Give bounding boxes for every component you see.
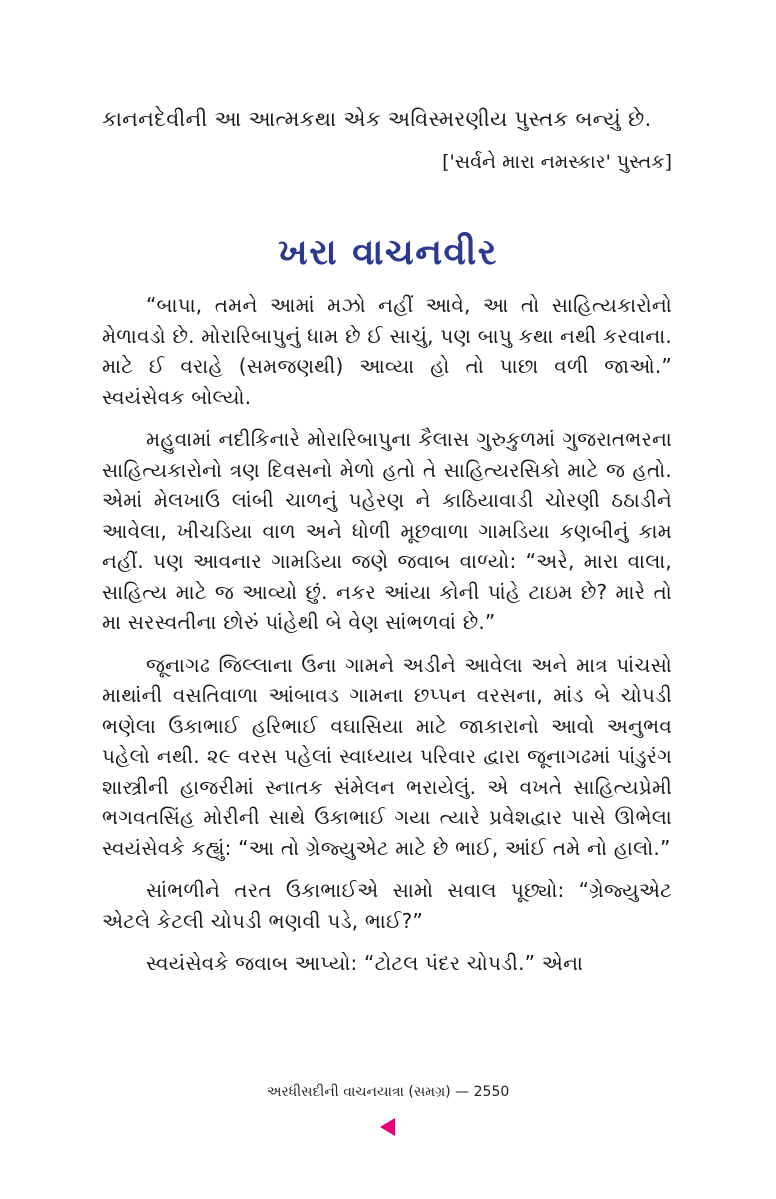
- paragraph-2: મહુવામાં નદીકિનારે મોરારિબાપુના કૈલાસ ગુરુકુળમાં ગુજરાતભરના સાહિત્યકારોનો ત્રણ દિવસનો મેળો હતો તે સાહિત્યરસિકો માટે જ હતો. એમાં મેલખાઉ લાંબી ચાળનું પહેરણ ને કાઠિયાવાડી ચોરણી ઠઠાડીને આવેલા, ખીચડિયા વાળ અને ધોળી મૂછવાળા ગામડિયા કણબીનું કામ નહીં. પણ આવનાર ગામડિયા જણે જવાબ વાળ્યો: “અરે, મારા વાલા, સાહિત્ય માટે જ આવ્યો છું. નકર આંયા કોની પાંહે ટાઇમ છે? મારે તો મા સરસ્વતીના છોરું પાંહેથી બે વેણ સાંભળવાં છે.”: [102, 427, 672, 634]
- source-citation: ['સર્વને મારા નમસ્કાર' પુસ્તક]: [442, 151, 672, 173]
- intro-line: કાનનદેવીની આ આત્મકથા એક અવિસ્મરણીય પુસ્તક બન્યું છે.: [102, 107, 652, 131]
- paragraph-3: જૂનાગઢ જિલ્લાના ઉના ગામને અડીને આવેલા અને માત્ર પાંચસો માથાંની વસતિવાળા આંબાવડ ગામના છપ્પન વરસના, માંડ બે ચોપડી ભણેલા ઉકાભાઈ હરિભાઈ વઘાસિયા માટે જાકારાનો આવો અનુભવ પહેલો નથી. ૨૯ વરસ પહેલાં સ્વાધ્યાય પરિવાર દ્વારા જૂનાગઢમાં પાંડુરંગ શાસ્ત્રીની હાજરીમાં સ્નાતક સંમેલન ભરાયેલું. એ વખતે સાહિત્યપ્રેમી ભગવતસિંહ મોરીની સાથે ઉકાભાઈ ગયા ત્યારે પ્રવેશદ્વાર પાસે ઊભેલા સ્વયંસેવકે કહ્યું: “આ તો ગ્રેજ્યુએટ માટે છે ભાઈ, આંઈ તમે નો હાલો.”: [102, 652, 672, 860]
- chapter-body: [102, 290, 672, 991]
- previous-page-arrow-icon[interactable]: [380, 1118, 395, 1136]
- chapter-title: ખરા વાચનવીર: [278, 232, 498, 273]
- paragraph-1: “બાપા, તમને આમાં મઝો નહીં આવે, આ તો સાહિત્યકારોનો મેળાવડો છે. મોરારિબાપુનું ધામ છે ઈ સાચું, પણ બાપુ કથા નથી કરવાના. માટે ઈ વરાહે (સમજણથી) આવ્યા હો તો પાછા વળી જાઓ.” સ્વયંસેવક બોલ્યો.: [102, 293, 672, 409]
- paragraph-5: સ્વયંસેવકે જવાબ આપ્યો: “ટોટલ પંદર ચોપડી.” એના: [146, 951, 584, 975]
- page-footer: અરધીસદીની વાચનયાત્રા (સમગ્ર) — 2550: [266, 1084, 510, 1100]
- paragraph-4: સાંભળીને તરત ઉકાભાઈએ સામો સવાલ પૂછ્યો: “ગ્રેજ્યુએટ એટલે કેટલી ચોપડી ભણવી પડે, ભાઈ?”: [102, 878, 672, 933]
